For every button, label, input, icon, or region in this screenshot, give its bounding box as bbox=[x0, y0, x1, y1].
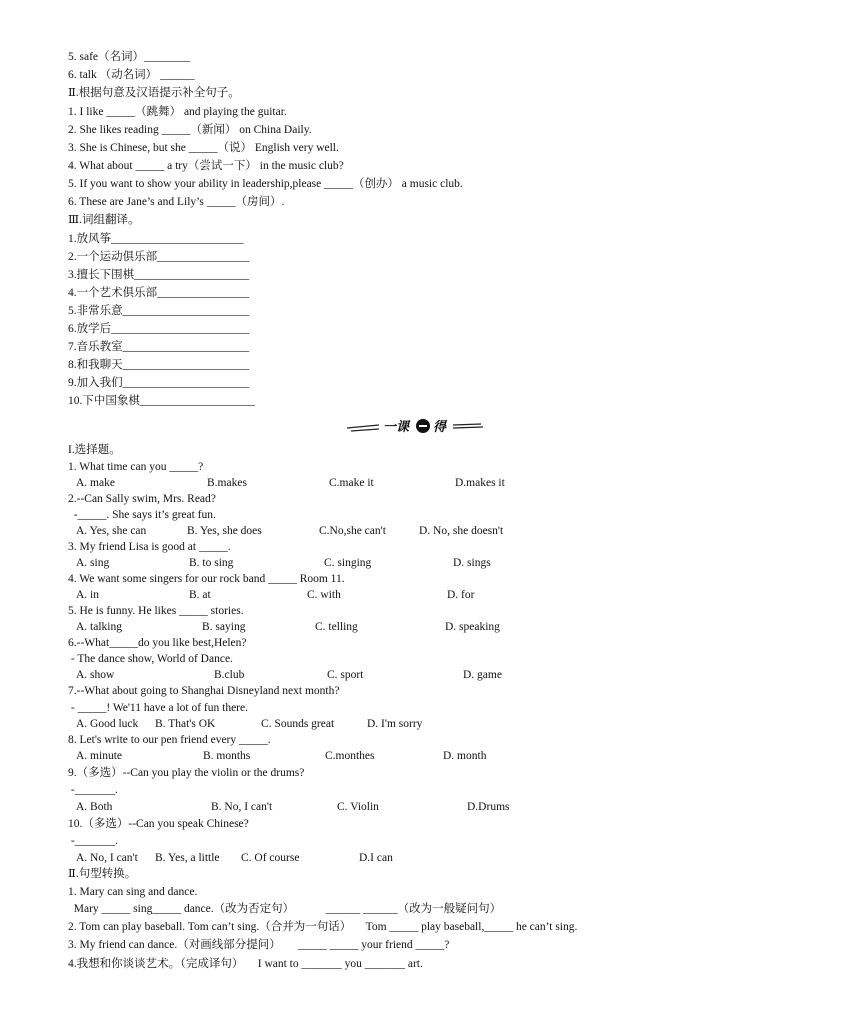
option-a: A. No, I can't bbox=[76, 852, 138, 864]
exercise-line: 3. My friend can dance.（对画线部分提问） _____ _____ your friend _____? bbox=[68, 939, 450, 951]
option-d: D. sings bbox=[453, 557, 491, 569]
exercise-line: 7.音乐教室______________________ bbox=[68, 341, 250, 353]
exercise-line: 2. Tom can play baseball. Tom can’t sing.（合并为一句话） Tom _____ play baseball,_____ he can’t sing. bbox=[68, 921, 578, 933]
option-d: D.Drums bbox=[467, 801, 510, 813]
option-a: A. in bbox=[76, 589, 99, 601]
option-d: D. No, she doesn't bbox=[419, 525, 504, 537]
exercise-line: 5. safe（名词）________ bbox=[68, 51, 191, 63]
exercise-line: 1. I like _____（跳舞） and playing the guitar. bbox=[68, 106, 287, 118]
option-c: C. sport bbox=[327, 669, 364, 681]
option-a: A. talking bbox=[76, 621, 122, 633]
question-stem: 9.（多选）--Can you play the violin or the drums? bbox=[68, 767, 305, 779]
exercise-line: 6. talk （动名词） ______ bbox=[68, 69, 195, 81]
exercise-line: 2.一个运动俱乐部________________ bbox=[68, 251, 250, 263]
option-b: B. at bbox=[189, 589, 211, 601]
option-b: B. No, I can't bbox=[211, 801, 273, 813]
option-d: D.makes it bbox=[455, 477, 505, 489]
question-stem: 5. He is funny. He likes _____ stories. bbox=[68, 605, 244, 617]
option-c: C.No,she can't bbox=[319, 525, 386, 537]
question-stem: -_______. bbox=[68, 835, 118, 847]
section-banner bbox=[345, 416, 485, 436]
option-b: B. saying bbox=[202, 621, 246, 633]
section-title: I.选择题。 bbox=[68, 444, 121, 456]
exercise-line: 5. If you want to show your ability in leadership,please _____（创办） a music club. bbox=[68, 178, 463, 190]
question-stem: 1. What time can you _____? bbox=[68, 461, 204, 473]
option-c: C. Violin bbox=[337, 801, 379, 813]
question-stem: 2.--Can Sally swim, Mrs. Read? bbox=[68, 493, 216, 505]
option-a: A. Yes, she can bbox=[76, 525, 147, 537]
exercise-line: 10.下中国象棋____________________ bbox=[68, 395, 255, 407]
option-b: B.makes bbox=[207, 477, 247, 489]
option-c: C.monthes bbox=[325, 750, 375, 762]
exercise-line: 3.擅长下围棋____________________ bbox=[68, 269, 250, 281]
option-d: D. for bbox=[447, 589, 475, 601]
question-stem: 6.--What_____do you like best,Helen? bbox=[68, 637, 247, 649]
option-a: A. minute bbox=[76, 750, 122, 762]
option-d: D. speaking bbox=[445, 621, 500, 633]
option-c: C. telling bbox=[315, 621, 358, 633]
option-d: D. month bbox=[443, 750, 487, 762]
exercise-line: 6. These are Jane’s and Lily’s _____（房间）. bbox=[68, 196, 285, 208]
option-d: D. I'm sorry bbox=[367, 718, 423, 730]
question-stem: -_____. She says it’s great fun. bbox=[68, 509, 216, 521]
option-c: C.make it bbox=[329, 477, 374, 489]
option-d: D. game bbox=[463, 669, 502, 681]
exercise-line: 8.和我聊天______________________ bbox=[68, 359, 250, 371]
question-stem: 10.（多选）--Can you speak Chinese? bbox=[68, 818, 249, 830]
question-stem: 4. We want some singers for our rock band _____ Room 11. bbox=[68, 573, 345, 585]
banner-text-left: 一课 bbox=[383, 420, 410, 435]
exercise-line: 1.放风筝_______________________ bbox=[68, 233, 244, 245]
exercise-line: Mary _____ sing_____ dance.（改为否定句） ______ ______（改为一般疑问句） bbox=[68, 903, 502, 915]
option-c: C. Sounds great bbox=[261, 718, 335, 730]
option-c: C. with bbox=[307, 589, 341, 601]
option-a: A. show bbox=[76, 669, 115, 681]
question-stem: 3. My friend Lisa is good at _____. bbox=[68, 541, 231, 553]
question-stem: -_______. bbox=[68, 784, 118, 796]
question-stem: 8. Let's write to our pen friend every _____. bbox=[68, 734, 271, 746]
question-stem: 7.--What about going to Shanghai Disneyland next month? bbox=[68, 685, 340, 697]
option-b: B.club bbox=[214, 669, 245, 681]
exercise-line: 9.加入我们______________________ bbox=[68, 377, 250, 389]
banner-text-right: 得 bbox=[433, 420, 447, 435]
option-b: B. Yes, she does bbox=[187, 525, 262, 537]
exercise-line: 4.一个艺术俱乐部________________ bbox=[68, 287, 250, 299]
section-title: Ⅱ.句型转换。 bbox=[68, 868, 137, 880]
exercise-line: 3. She is Chinese, but she _____（说） English very well. bbox=[68, 142, 339, 154]
option-c: C. Of course bbox=[241, 852, 300, 864]
option-b: B. to sing bbox=[189, 557, 234, 569]
option-a: A. sing bbox=[76, 557, 110, 569]
option-a: A. make bbox=[76, 477, 115, 489]
option-d: D.I can bbox=[359, 852, 393, 864]
exercise-line: 6.放学后________________________ bbox=[68, 323, 250, 335]
exercise-line: 1. Mary can sing and dance. bbox=[68, 886, 198, 898]
option-b: B. months bbox=[203, 750, 251, 762]
exercise-line: 4.我想和你谈谈艺术。（完成译句） I want to _______ you _______ art. bbox=[68, 958, 423, 970]
section-title: Ⅲ.词组翻译。 bbox=[68, 214, 140, 226]
option-a: A. Good luck bbox=[76, 718, 139, 730]
exercise-line: 5.非常乐意______________________ bbox=[68, 305, 250, 317]
option-a: A. Both bbox=[76, 801, 113, 813]
option-b: B. Yes, a little bbox=[155, 852, 220, 864]
question-stem: - The dance show, World of Dance. bbox=[68, 653, 233, 665]
option-b: B. That's OK bbox=[155, 718, 216, 730]
option-c: C. singing bbox=[324, 557, 372, 569]
exercise-line: 4. What about _____ a try（尝试一下） in the music club? bbox=[68, 160, 344, 172]
question-stem: - _____! We'11 have a lot of fun there. bbox=[68, 702, 248, 714]
section-title: Ⅱ.根据句意及汉语提示补全句子。 bbox=[68, 87, 240, 99]
exercise-line: 2. She likes reading _____（新闻） on China Daily. bbox=[68, 124, 312, 136]
